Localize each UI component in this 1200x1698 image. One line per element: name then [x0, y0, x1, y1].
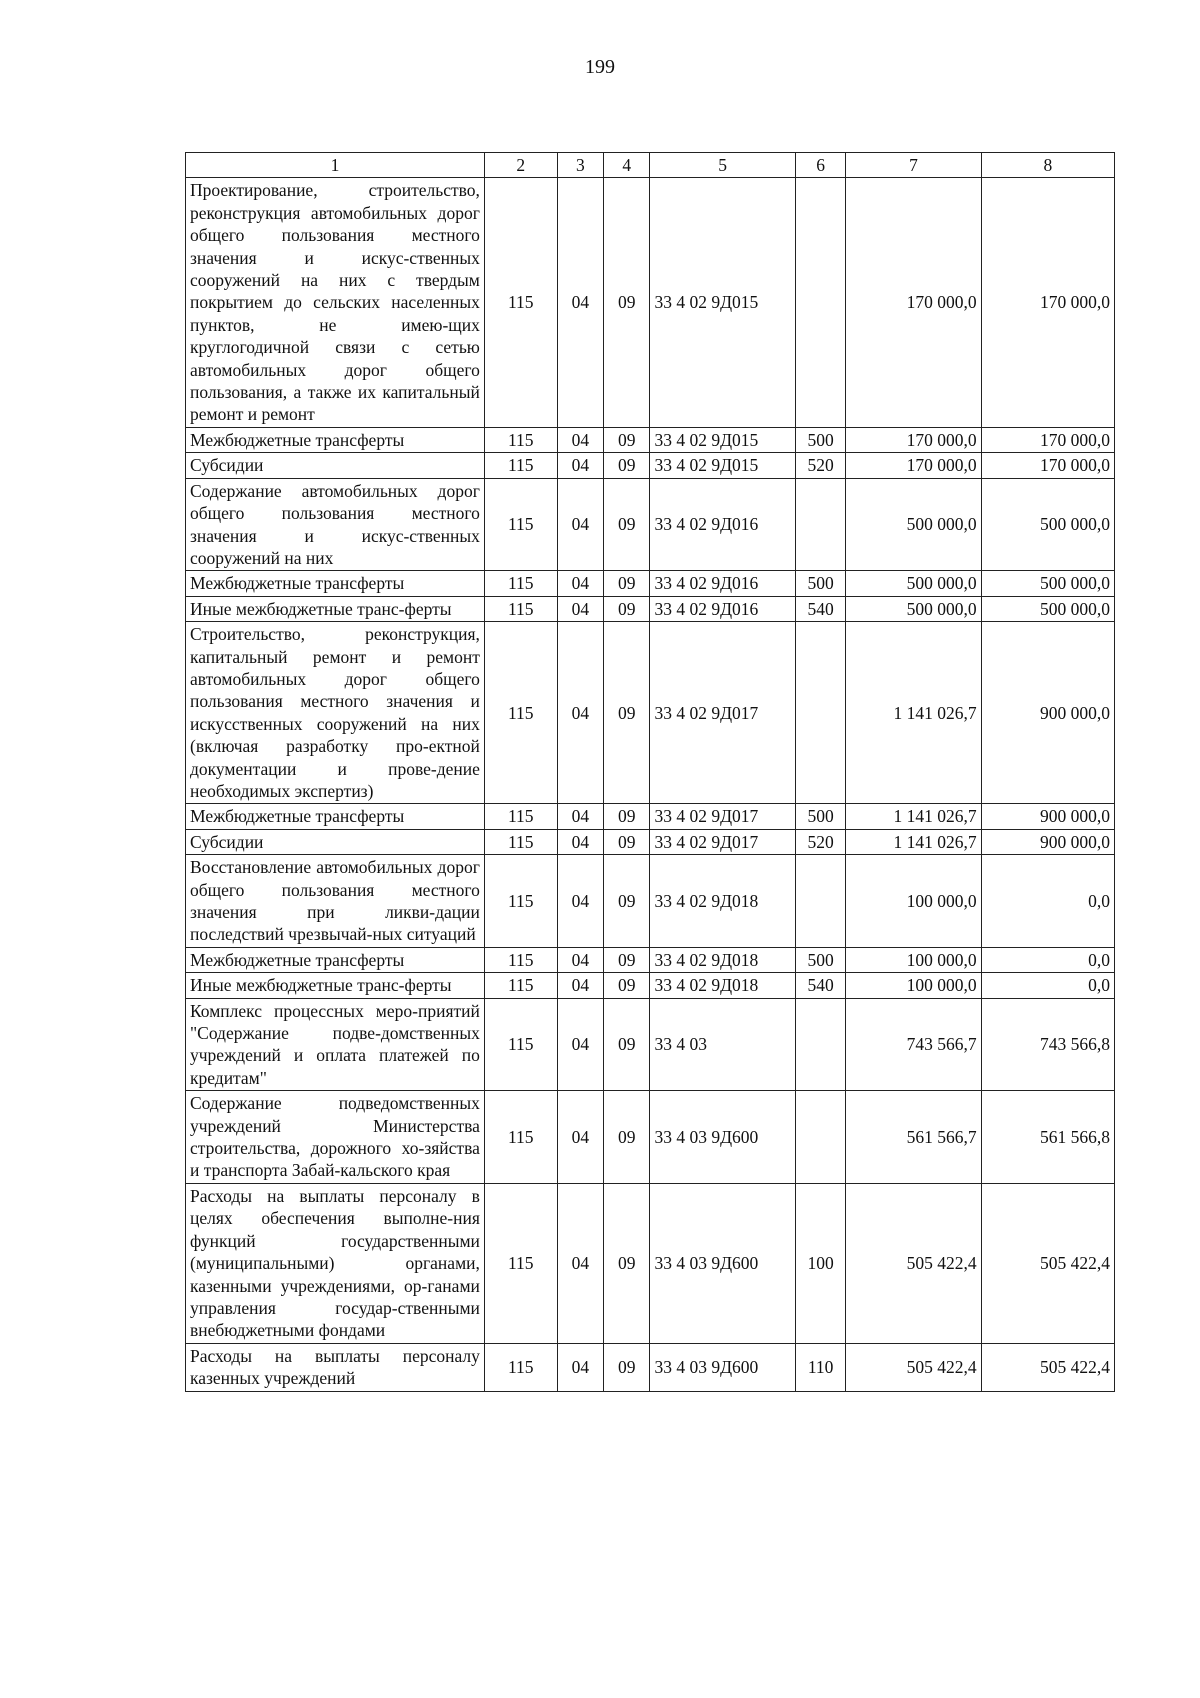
cell-subsection: 09 — [604, 571, 650, 596]
cell-section: 04 — [557, 947, 603, 972]
page-number: 199 — [585, 56, 615, 78]
row-name: Расходы на выплаты персоналу казенных учреждений — [186, 1343, 485, 1391]
cell-section: 04 — [557, 1183, 603, 1343]
cell-subsection: 09 — [604, 427, 650, 452]
cell-amount-year1: 500 000,0 — [846, 478, 981, 571]
cell-subsection: 09 — [604, 478, 650, 571]
cell-target-article: 33 4 03 9Д600 — [650, 1183, 795, 1343]
cell-amount-year2: 170 000,0 — [981, 427, 1114, 452]
table-row — [186, 947, 1115, 972]
cell-subsection: 09 — [604, 453, 650, 478]
row-name: Субсидии — [186, 453, 485, 478]
row-name: Межбюджетные трансферты — [186, 804, 485, 829]
cell-subsection: 09 — [604, 596, 650, 621]
budget-table — [185, 152, 1115, 1392]
cell-expense-type — [795, 855, 845, 948]
cell-ministry: 115 — [484, 178, 557, 427]
row-name: Содержание автомобильных дорог общего пользования местного значения и искус-ственных сооружений на них — [186, 478, 485, 571]
table-row — [186, 571, 1115, 596]
cell-expense-type — [795, 478, 845, 571]
cell-subsection: 09 — [604, 998, 650, 1091]
cell-expense-type — [795, 178, 845, 427]
cell-ministry: 115 — [484, 596, 557, 621]
cell-expense-type: 520 — [795, 829, 845, 854]
cell-subsection: 09 — [604, 622, 650, 804]
column-header: 8 — [981, 153, 1114, 178]
table-row — [186, 855, 1115, 948]
cell-section: 04 — [557, 998, 603, 1091]
cell-target-article: 33 4 02 9Д017 — [650, 622, 795, 804]
cell-expense-type: 540 — [795, 973, 845, 998]
row-name: Комплекс процессных меро-приятий "Содержание подве-домственных учреждений и оплата платежей по кредитам" — [186, 998, 485, 1091]
cell-subsection: 09 — [604, 1091, 650, 1184]
cell-target-article: 33 4 02 9Д016 — [650, 478, 795, 571]
cell-subsection: 09 — [604, 855, 650, 948]
table-row — [186, 998, 1115, 1091]
header-row — [186, 153, 1115, 178]
cell-target-article: 33 4 02 9Д018 — [650, 947, 795, 972]
cell-expense-type: 500 — [795, 804, 845, 829]
cell-ministry: 115 — [484, 829, 557, 854]
cell-section: 04 — [557, 855, 603, 948]
cell-ministry: 115 — [484, 804, 557, 829]
cell-expense-type: 110 — [795, 1343, 845, 1391]
cell-ministry: 115 — [484, 478, 557, 571]
cell-ministry: 115 — [484, 855, 557, 948]
cell-ministry: 115 — [484, 1091, 557, 1184]
cell-section: 04 — [557, 453, 603, 478]
cell-amount-year2: 505 422,4 — [981, 1183, 1114, 1343]
cell-expense-type — [795, 1091, 845, 1184]
column-header: 7 — [846, 153, 981, 178]
cell-target-article: 33 4 02 9Д018 — [650, 855, 795, 948]
cell-ministry: 115 — [484, 622, 557, 804]
column-header: 6 — [795, 153, 845, 178]
column-header: 4 — [604, 153, 650, 178]
cell-target-article: 33 4 02 9Д016 — [650, 571, 795, 596]
cell-subsection: 09 — [604, 973, 650, 998]
table-row — [186, 973, 1115, 998]
cell-amount-year2: 900 000,0 — [981, 829, 1114, 854]
cell-amount-year2: 743 566,8 — [981, 998, 1114, 1091]
cell-ministry: 115 — [484, 453, 557, 478]
row-name: Строительство, реконструкция, капитальный ремонт и ремонт автомобильных дорог общего пользования местного значения и искусственных сооружений на них (включая разработку про-ектной документации и прове-дение необходимых экспертиз) — [186, 622, 485, 804]
cell-amount-year1: 505 422,4 — [846, 1343, 981, 1391]
table-row — [186, 622, 1115, 804]
cell-subsection: 09 — [604, 178, 650, 427]
table-row — [186, 178, 1115, 427]
row-name: Межбюджетные трансферты — [186, 571, 485, 596]
row-name: Межбюджетные трансферты — [186, 947, 485, 972]
cell-amount-year1: 743 566,7 — [846, 998, 981, 1091]
cell-target-article: 33 4 02 9Д015 — [650, 427, 795, 452]
cell-section: 04 — [557, 427, 603, 452]
cell-section: 04 — [557, 571, 603, 596]
cell-ministry: 115 — [484, 1183, 557, 1343]
cell-ministry: 115 — [484, 947, 557, 972]
cell-amount-year2: 0,0 — [981, 855, 1114, 948]
cell-ministry: 115 — [484, 427, 557, 452]
cell-subsection: 09 — [604, 947, 650, 972]
cell-amount-year1: 500 000,0 — [846, 596, 981, 621]
table-row — [186, 804, 1115, 829]
cell-amount-year2: 0,0 — [981, 947, 1114, 972]
cell-amount-year1: 561 566,7 — [846, 1091, 981, 1184]
cell-subsection: 09 — [604, 829, 650, 854]
row-name: Расходы на выплаты персоналу в целях обеспечения выполне-ния функций государственными (муниципальными) органами, казенными учреждениями, ор-ганами управления государ-ственными внебюджетными фондами — [186, 1183, 485, 1343]
cell-target-article: 33 4 02 9Д016 — [650, 596, 795, 621]
row-name: Восстановление автомобильных дорог общего пользования местного значения при ликви-дации последствий чрезвычай-ных ситуаций — [186, 855, 485, 948]
table-row — [186, 427, 1115, 452]
column-header: 2 — [484, 153, 557, 178]
cell-section: 04 — [557, 596, 603, 621]
cell-amount-year2: 0,0 — [981, 973, 1114, 998]
cell-amount-year1: 100 000,0 — [846, 973, 981, 998]
cell-subsection: 09 — [604, 1183, 650, 1343]
cell-amount-year2: 561 566,8 — [981, 1091, 1114, 1184]
column-header: 1 — [186, 153, 485, 178]
row-name: Иные межбюджетные транс-ферты — [186, 973, 485, 998]
cell-amount-year2: 505 422,4 — [981, 1343, 1114, 1391]
cell-amount-year2: 170 000,0 — [981, 453, 1114, 478]
cell-amount-year1: 1 141 026,7 — [846, 804, 981, 829]
table-body — [186, 178, 1115, 1391]
cell-target-article: 33 4 02 9Д015 — [650, 178, 795, 427]
table-row — [186, 478, 1115, 571]
column-header: 5 — [650, 153, 795, 178]
cell-expense-type: 500 — [795, 947, 845, 972]
cell-amount-year2: 170 000,0 — [981, 178, 1114, 427]
cell-amount-year1: 1 141 026,7 — [846, 829, 981, 854]
cell-target-article: 33 4 02 9Д015 — [650, 453, 795, 478]
cell-expense-type — [795, 998, 845, 1091]
cell-section: 04 — [557, 178, 603, 427]
cell-amount-year1: 500 000,0 — [846, 571, 981, 596]
cell-ministry: 115 — [484, 1343, 557, 1391]
cell-amount-year1: 505 422,4 — [846, 1183, 981, 1343]
table-row — [186, 1183, 1115, 1343]
cell-subsection: 09 — [604, 1343, 650, 1391]
cell-amount-year1: 100 000,0 — [846, 855, 981, 948]
cell-target-article: 33 4 03 9Д600 — [650, 1091, 795, 1184]
cell-section: 04 — [557, 1091, 603, 1184]
cell-section: 04 — [557, 804, 603, 829]
cell-ministry: 115 — [484, 973, 557, 998]
table-row — [186, 1343, 1115, 1391]
column-header: 3 — [557, 153, 603, 178]
cell-ministry: 115 — [484, 571, 557, 596]
table-row — [186, 596, 1115, 621]
cell-amount-year2: 500 000,0 — [981, 571, 1114, 596]
row-name: Содержание подведомственных учреждений Министерства строительства, дорожного хо-зяйства и транспорта Забай-кальского края — [186, 1091, 485, 1184]
cell-amount-year1: 1 141 026,7 — [846, 622, 981, 804]
cell-section: 04 — [557, 973, 603, 998]
cell-target-article: 33 4 02 9Д018 — [650, 973, 795, 998]
cell-expense-type — [795, 622, 845, 804]
cell-subsection: 09 — [604, 804, 650, 829]
row-name: Иные межбюджетные транс-ферты — [186, 596, 485, 621]
row-name: Проектирование, строительство, реконструкция автомобильных дорог общего пользования местного значения и искус-ственных сооружений на них с твердым покрытием до сельских населенных пунктов, не имею-щих круглогодичной связи с сетью автомобильных дорог общего пользования, а также их капитальный ремонт и ремонт — [186, 178, 485, 427]
cell-amount-year2: 900 000,0 — [981, 622, 1114, 804]
cell-section: 04 — [557, 622, 603, 804]
table-row — [186, 1091, 1115, 1184]
cell-expense-type: 520 — [795, 453, 845, 478]
cell-amount-year1: 170 000,0 — [846, 453, 981, 478]
cell-amount-year2: 500 000,0 — [981, 596, 1114, 621]
cell-section: 04 — [557, 1343, 603, 1391]
cell-target-article: 33 4 02 9Д017 — [650, 829, 795, 854]
cell-expense-type: 540 — [795, 596, 845, 621]
cell-expense-type: 100 — [795, 1183, 845, 1343]
table-row — [186, 829, 1115, 854]
cell-section: 04 — [557, 478, 603, 571]
cell-target-article: 33 4 03 9Д600 — [650, 1343, 795, 1391]
cell-ministry: 115 — [484, 998, 557, 1091]
cell-amount-year1: 170 000,0 — [846, 427, 981, 452]
cell-target-article: 33 4 03 — [650, 998, 795, 1091]
cell-amount-year1: 100 000,0 — [846, 947, 981, 972]
table-row — [186, 453, 1115, 478]
row-name: Межбюджетные трансферты — [186, 427, 485, 452]
row-name: Субсидии — [186, 829, 485, 854]
cell-amount-year2: 500 000,0 — [981, 478, 1114, 571]
cell-section: 04 — [557, 829, 603, 854]
cell-expense-type: 500 — [795, 427, 845, 452]
cell-amount-year1: 170 000,0 — [846, 178, 981, 427]
cell-amount-year2: 900 000,0 — [981, 804, 1114, 829]
cell-target-article: 33 4 02 9Д017 — [650, 804, 795, 829]
cell-expense-type: 500 — [795, 571, 845, 596]
